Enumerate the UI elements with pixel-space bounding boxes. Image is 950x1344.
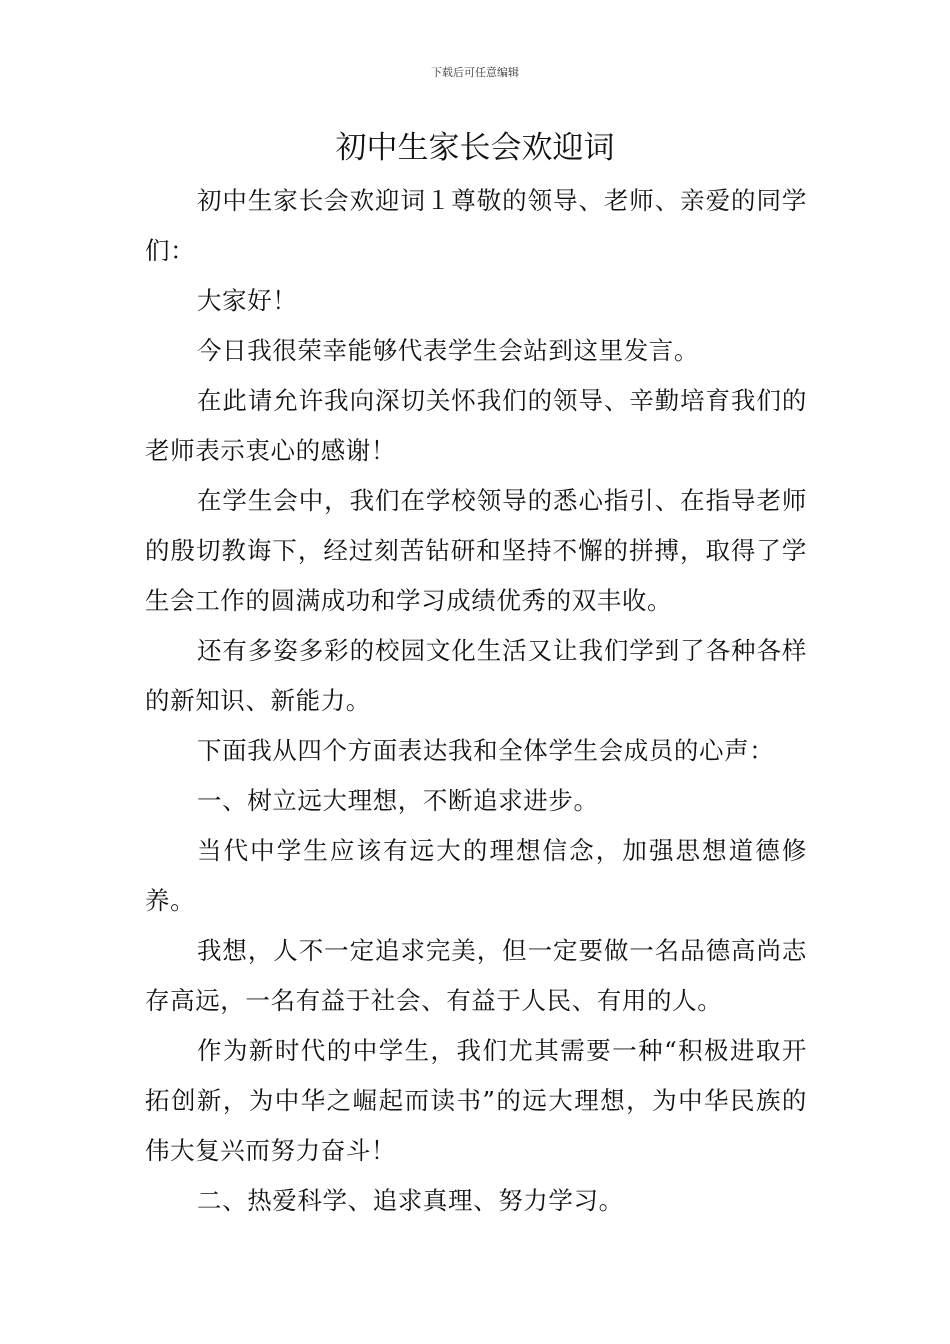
paragraph: 一、树立远大理想，不断追求进步。	[197, 786, 599, 815]
header-note: 下载后可任意编辑	[431, 66, 519, 79]
paragraph: 二、热爱科学、追求真理、努力学习。	[197, 1186, 624, 1215]
document-body	[145, 176, 807, 1226]
paragraph: 初中生家长会欢迎词１尊敬的领导、老师、亲爱的同学们：	[145, 186, 807, 265]
paragraph: 下面我从四个方面表达我和全体学生会成员的心声：	[197, 736, 775, 765]
paragraph: 当代中学生应该有远大的理想信念，加强思想道德修养。	[145, 836, 807, 915]
paragraph: 在学生会中，我们在学校领导的悉心指引、在指导老师的殷切教诲下，经过刻苦钻研和坚持不懈的拼搏，取得了学生会工作的圆满成功和学习成绩优秀的双丰收。	[145, 486, 807, 615]
paragraph: 我想，人不一定追求完美，但一定要做一名品德高尚志存高远，一名有益于社会、有益于人民、有用的人。	[145, 936, 807, 1015]
paragraph: 还有多姿多彩的校园文化生活又让我们学到了各种各样的新知识、新能力。	[145, 636, 807, 715]
paragraph: 作为新时代的中学生，我们尤其需要一种“积极进取开拓创新，为中华之崛起而读书”的远大理想，为中华民族的伟大复兴而努力奋斗！	[145, 1036, 807, 1165]
paragraph: 今日我很荣幸能够代表学生会站到这里发言。	[197, 336, 699, 365]
paragraph: 在此请允许我向深切关怀我们的领导、辛勤培育我们的老师表示衷心的感谢！	[145, 386, 807, 465]
paragraph: 大家好！	[197, 286, 298, 315]
document-title: 初中生家长会欢迎词	[335, 130, 615, 166]
